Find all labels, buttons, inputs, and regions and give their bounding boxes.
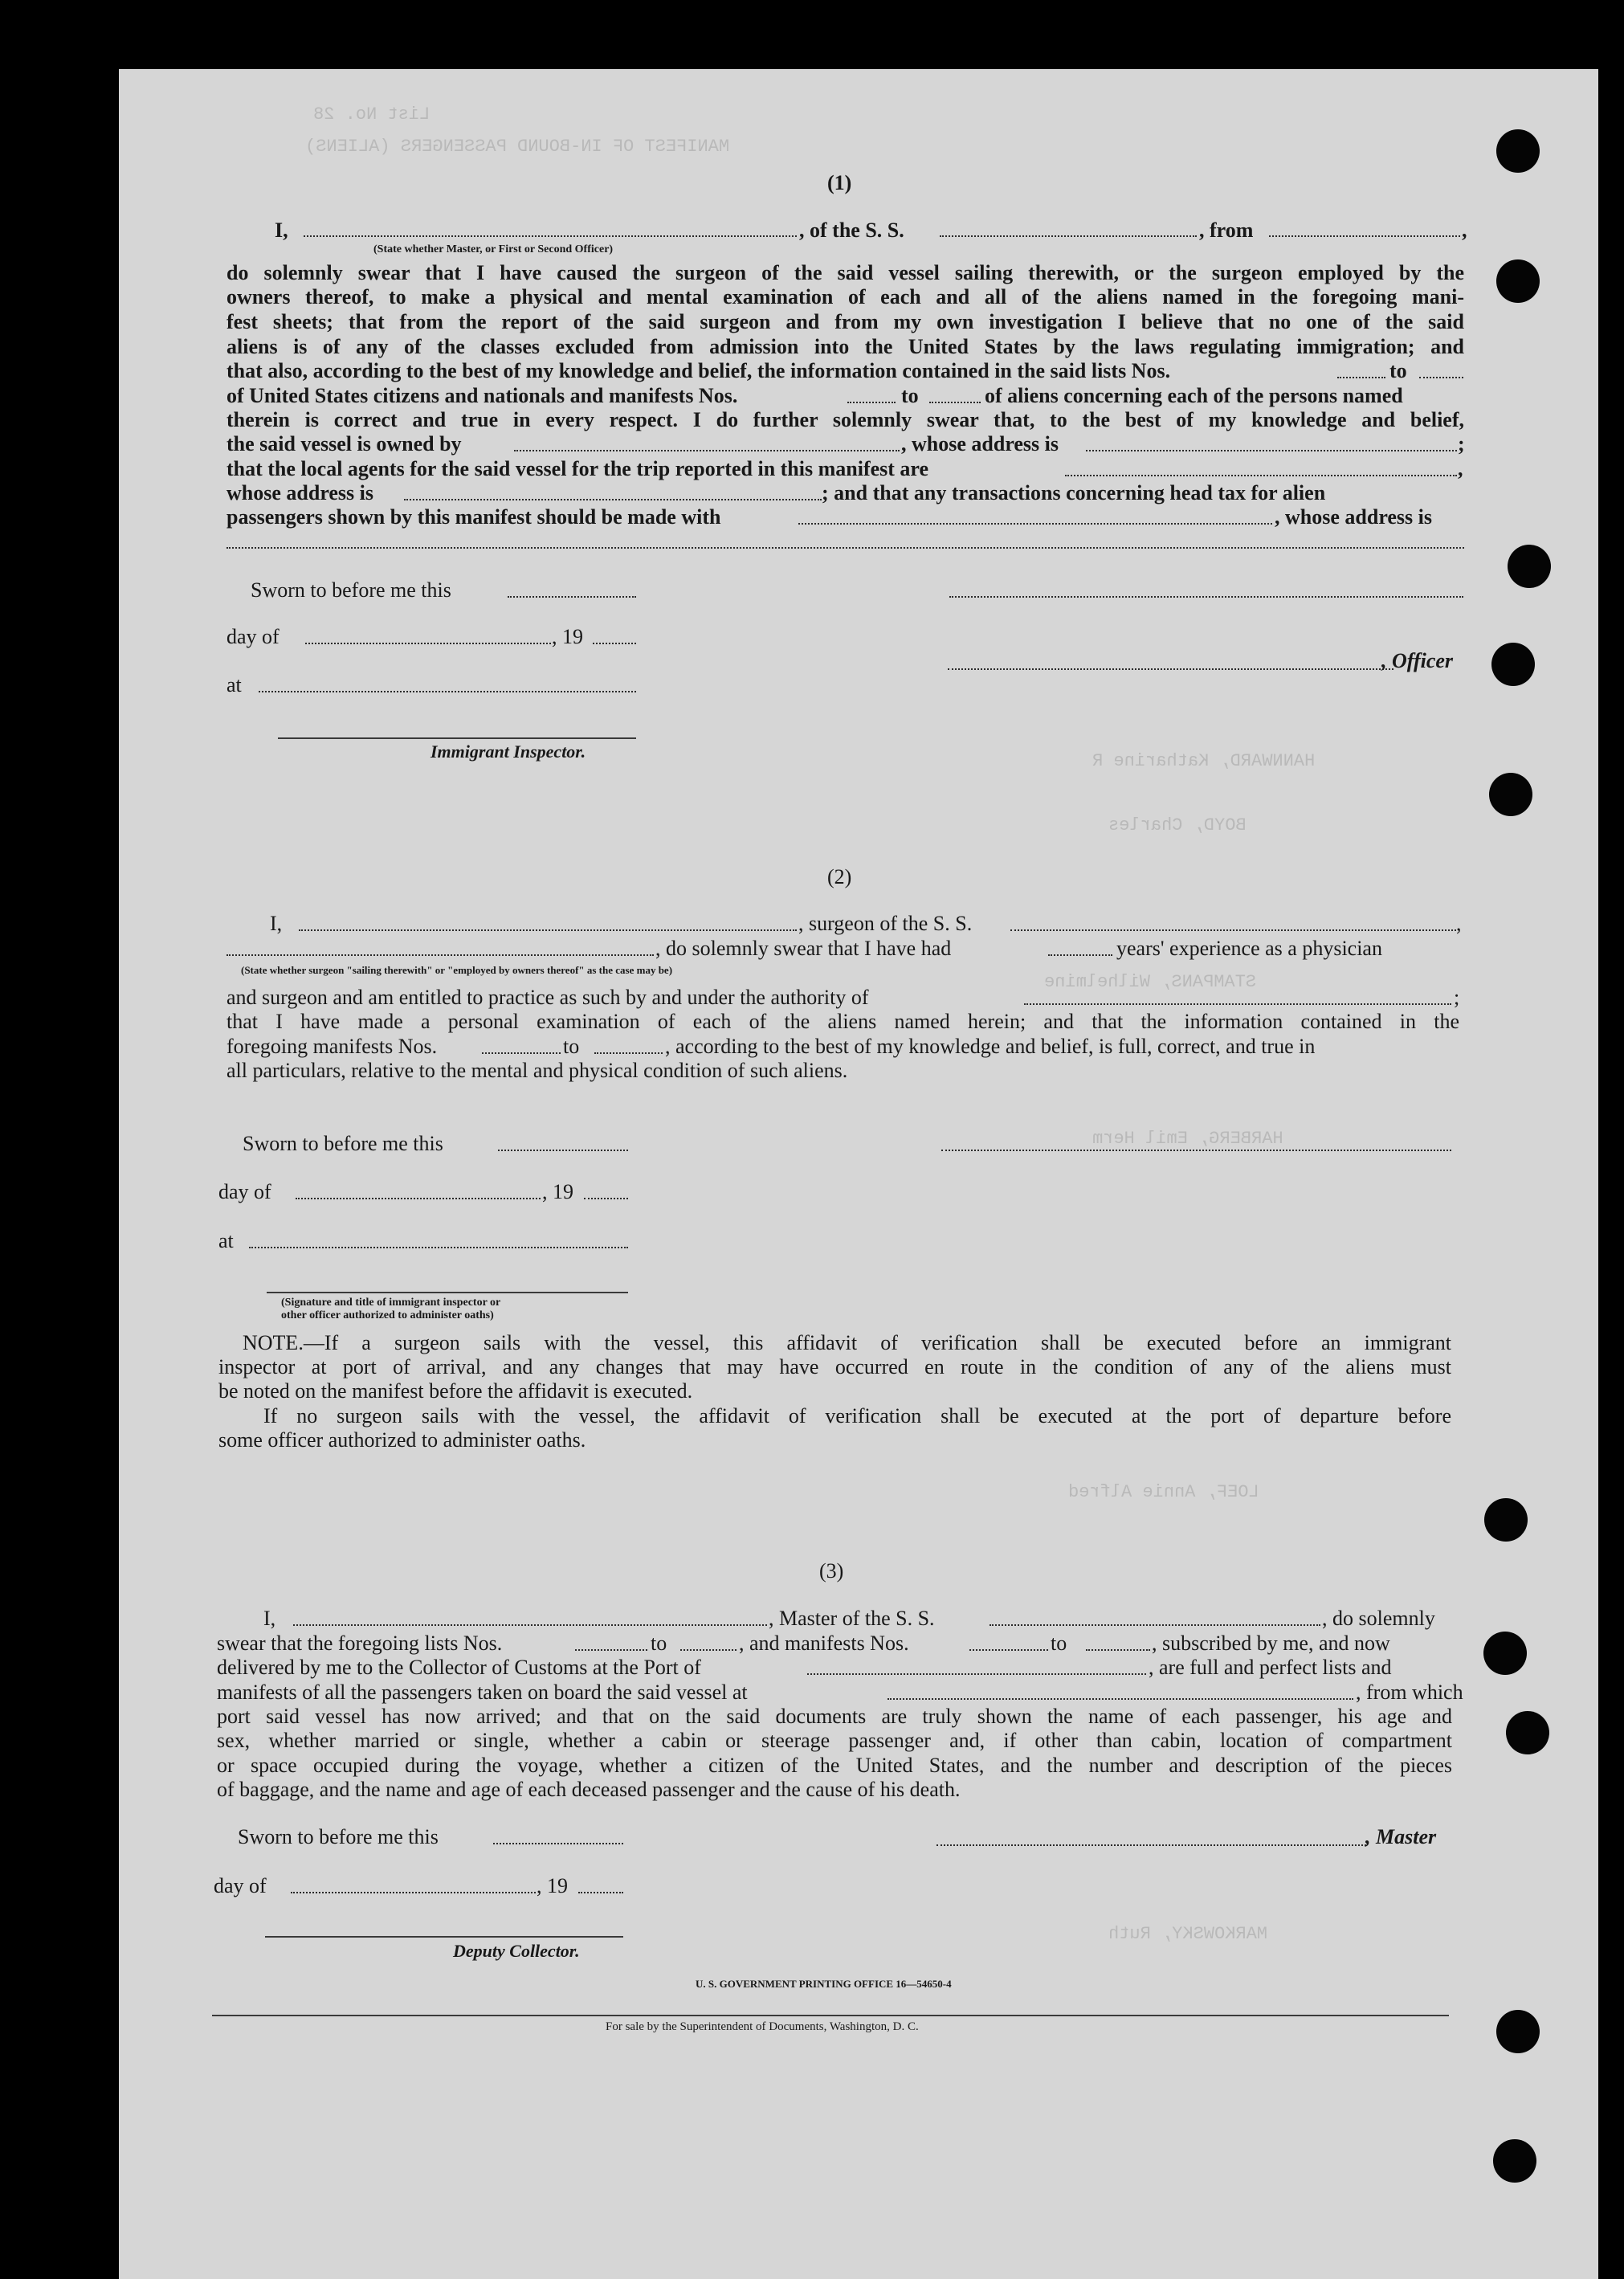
paragraph-line: , subscribed by me, and now [1152,1632,1390,1655]
paragraph-line: ; and that any transactions concerning head tax for alien [822,481,1326,504]
payee-address-field[interactable] [226,547,1464,549]
field-label: , of the S. S. [799,219,904,242]
section-3-number: (3) [819,1559,844,1583]
note-line: If no surgeon sails with the vessel, the affidavit of verification shall be executed at the port of departure before [263,1404,1451,1427]
bleed-row: HARBERG, Emil Herm [1092,1129,1283,1149]
at-label: at [226,673,242,696]
sworn-date-field[interactable] [508,596,636,598]
punch-hole [1483,1632,1527,1675]
years-field[interactable] [1048,954,1112,956]
year-label: , 19 [552,625,583,648]
year-label: , 19 [537,1874,568,1897]
paragraph-line: of United States citizens and nationals and manifests Nos. [226,384,738,407]
inspector-signature-line[interactable] [278,737,636,739]
officer-signature-line-top[interactable] [949,596,1463,598]
sworn-label: Sworn to before me this [238,1825,439,1848]
officer-signature-line[interactable] [948,668,1393,670]
printing-office-imprint: U. S. GOVERNMENT PRINTING OFFICE 16—54650-4 [696,1978,952,1990]
officer-signature-line[interactable] [941,1150,1451,1151]
year-label: , 19 [542,1180,573,1203]
paragraph-line: fest sheets; that from the report of the said surgeon and from my own investigation I believe that no one of the said [226,310,1464,333]
paragraph-line: passengers shown by this manifest should be made with [226,505,721,529]
punch-hole [1484,1498,1528,1542]
at-label: at [218,1229,234,1252]
surgeon-manifests-from-field[interactable] [482,1052,561,1054]
punctuation: , [1458,457,1463,480]
paragraph-line: the said vessel is owned by [226,432,462,455]
paragraph-line: delivered by me to the Collector of Customs at the Port of [217,1656,701,1679]
bleed-header-a: MANIFEST OF IN-BOUND PASSENGERS (ALIENS) [305,137,730,157]
paragraph-line: or space occupied during the voyage, whether a citizen of the United States, and the number and description of the pieces [217,1754,1452,1777]
field-label: to [1051,1632,1067,1655]
paragraph-line: therein is correct and true in every respect. I do further solemnly swear that, to the best of my knowledge and belief, [226,408,1464,431]
punctuation: ; [1458,432,1465,455]
customs-port-field[interactable] [807,1673,1146,1675]
owner-field[interactable] [514,450,900,451]
paragraph-line: manifests of all the passengers taken on board the said vessel at [217,1681,748,1704]
day-of-label: day of [218,1180,271,1203]
paragraph-line: aliens is of any of the classes excluded from admission into the United States by the laws regulating immigration; and [226,335,1464,358]
sworn-month-field[interactable] [296,1198,541,1199]
paragraph-line: and surgeon and am entitled to practice as such by and under the authority of [226,986,869,1009]
lists-to-field[interactable] [1419,377,1463,378]
sworn-year-field[interactable] [593,643,636,644]
paragraph-line: owners thereof, to make a physical and mental examination of each and all of the aliens named in the foregoing mani- [226,285,1464,308]
field-label: , surgeon of the S. S. [798,912,973,935]
surgeon-name-field[interactable] [299,929,797,931]
vessel-name-field[interactable] [940,235,1197,237]
master-manifests-to-field[interactable] [1086,1649,1150,1651]
day-of-label: day of [214,1874,267,1897]
oath-i: I, [263,1607,276,1630]
paragraph-line: foregoing manifests Nos. [226,1035,438,1058]
field-label: , whose address is [901,432,1059,455]
local-agents-field[interactable] [1065,475,1457,476]
bleed-row: HANNWARD, Katharine R [1092,751,1316,771]
section-2-number: (2) [827,865,852,888]
surgeon-status-field[interactable] [226,954,654,956]
punch-hole [1496,129,1540,173]
oath-i: I, [275,219,288,242]
paragraph-line: that also, according to the best of my knowledge and belief, the information contained in the said lists Nos. [226,359,1171,382]
agents-address-field[interactable] [404,499,822,500]
punch-hole [1491,643,1535,686]
master-caption: , Master [1365,1825,1437,1848]
head-tax-payee-field[interactable] [798,523,1272,525]
paragraph-line: , are full and perfect lists and [1149,1656,1392,1679]
field-label: , Master of the S. S. [769,1607,935,1630]
note-line: NOTE.—If a surgeon sails with the vessel, this affidavit of verification shall be executed before an immigrant [243,1331,1451,1354]
punctuation: , [1456,912,1462,935]
field-label: years' experience as a physician [1116,937,1382,960]
sworn-place-field[interactable] [249,1247,628,1248]
bleed-row: LOEF, Annie Alfred [1068,1482,1259,1502]
master-lists-to-field[interactable] [680,1649,737,1651]
paragraph-line: that the local agents for the said vessel for the trip reported in this manifest are [226,457,929,480]
section-1-number: (1) [827,171,852,194]
lists-from-field[interactable] [1337,377,1385,378]
paragraph-line: port said vessel has now arrived; and that on the said documents are truly shown the name of each passenger, his age and [217,1705,1452,1728]
signature-hint: (Signature and title of immigrant inspector or [281,1297,501,1309]
officer-caption: , Officer [1381,649,1454,672]
sworn-label: Sworn to before me this [251,578,451,602]
note-line: some officer authorized to administer oaths. [218,1428,586,1452]
punch-hole [1489,773,1532,816]
punch-hole [1508,545,1551,588]
bleed-row: MARKOWSKY, Ruth [1108,1924,1268,1944]
signature-line[interactable] [267,1292,628,1293]
master-manifests-from-field[interactable] [969,1649,1048,1651]
bleed-header-b: List No. 28 [313,104,430,125]
surgeon-vessel-field[interactable] [1010,929,1456,931]
field-label: to [1389,359,1407,382]
bleed-row: BOYD, Charles [1108,815,1247,835]
sworn-month-field[interactable] [291,1892,536,1893]
master-name-field[interactable] [293,1624,767,1626]
field-label: , and manifests Nos. [739,1632,909,1655]
field-label: to [651,1632,667,1655]
field-label: , whose address is [1275,505,1433,529]
field-label: to [563,1035,580,1058]
sworn-date-field[interactable] [498,1150,628,1151]
oath-i: I, [270,912,283,935]
punctuation: ; [1454,986,1460,1009]
embarkation-port-field[interactable] [887,1698,1353,1700]
paragraph-line: of aliens concerning each of the persons named [985,384,1403,407]
paragraph-line: swear that the foregoing lists Nos. [217,1632,503,1655]
day-of-label: day of [226,625,280,648]
owner-address-field[interactable] [1086,450,1457,451]
paragraph-line: sex, whether married or single, whether a cabin or steerage passenger and, if other than cabin, location of compartment [217,1729,1452,1752]
field-hint: (State whether Master, or First or Second Officer) [373,243,614,255]
punch-hole [1493,2139,1536,2183]
paragraph-line: , according to the best of my knowledge and belief, is full, correct, and true in [665,1035,1316,1058]
departure-port-field[interactable] [1269,235,1460,237]
paragraph-line: , from which [1356,1681,1463,1704]
surgeon-manifests-to-field[interactable] [594,1052,663,1054]
deputy-caption: Deputy Collector. [453,1941,580,1961]
note-line: be noted on the manifest before the affidavit is executed. [218,1379,693,1403]
sale-notice: For sale by the Superintendent of Documents, Washington, D. C. [606,2020,919,2033]
note-line: inspector at port of arrival, and any changes that may have occurred en route in the condition of any of the aliens must [218,1355,1451,1378]
master-signature-line[interactable] [936,1844,1366,1846]
officer-rank-field[interactable] [304,235,797,237]
field-label: , do solemnly swear that I have had [655,937,952,960]
master-lists-from-field[interactable] [575,1649,647,1651]
paragraph-line: of baggage, and the name and age of each deceased passenger and the cause of his death. [217,1778,961,1801]
bleed-row: STAMPANS, Wilhelmine [1044,972,1257,992]
signature-hint: other officer authorized to administer oaths) [281,1309,494,1321]
punch-hole [1496,259,1540,303]
sworn-month-field[interactable] [305,643,551,644]
field-label: , from [1199,219,1254,242]
paragraph-line: do solemnly swear that I have caused the surgeon of the said vessel sailing therewith, or the surgeon employed by the [226,261,1464,284]
deputy-signature-line[interactable] [265,1936,623,1938]
inspector-caption: Immigrant Inspector. [430,741,586,762]
sworn-year-field[interactable] [584,1198,628,1199]
authority-field[interactable] [1024,1003,1451,1005]
field-hint: (State whether surgeon "sailing therewith" or "employed by owners thereof" as the case may be) [241,964,673,976]
paragraph-line: that I have made a personal examination of each of the aliens named herein; and that the information contained in the [226,1010,1459,1033]
master-vessel-field[interactable] [989,1624,1320,1626]
sworn-place-field[interactable] [259,691,636,692]
sworn-year-field[interactable] [578,1892,623,1893]
field-label: , do solemnly [1322,1607,1435,1630]
punch-hole [1506,1711,1549,1754]
sworn-label: Sworn to before me this [243,1132,443,1155]
punctuation: , [1462,219,1467,242]
field-label: to [901,384,919,407]
paragraph-line: all particulars, relative to the mental and physical condition of such aliens. [226,1059,848,1082]
sworn-date-field[interactable] [493,1843,623,1844]
punch-hole [1496,2010,1540,2053]
paragraph-line: whose address is [226,481,374,504]
manifests-from-field[interactable] [847,402,896,403]
manifests-to-field[interactable] [929,402,981,403]
